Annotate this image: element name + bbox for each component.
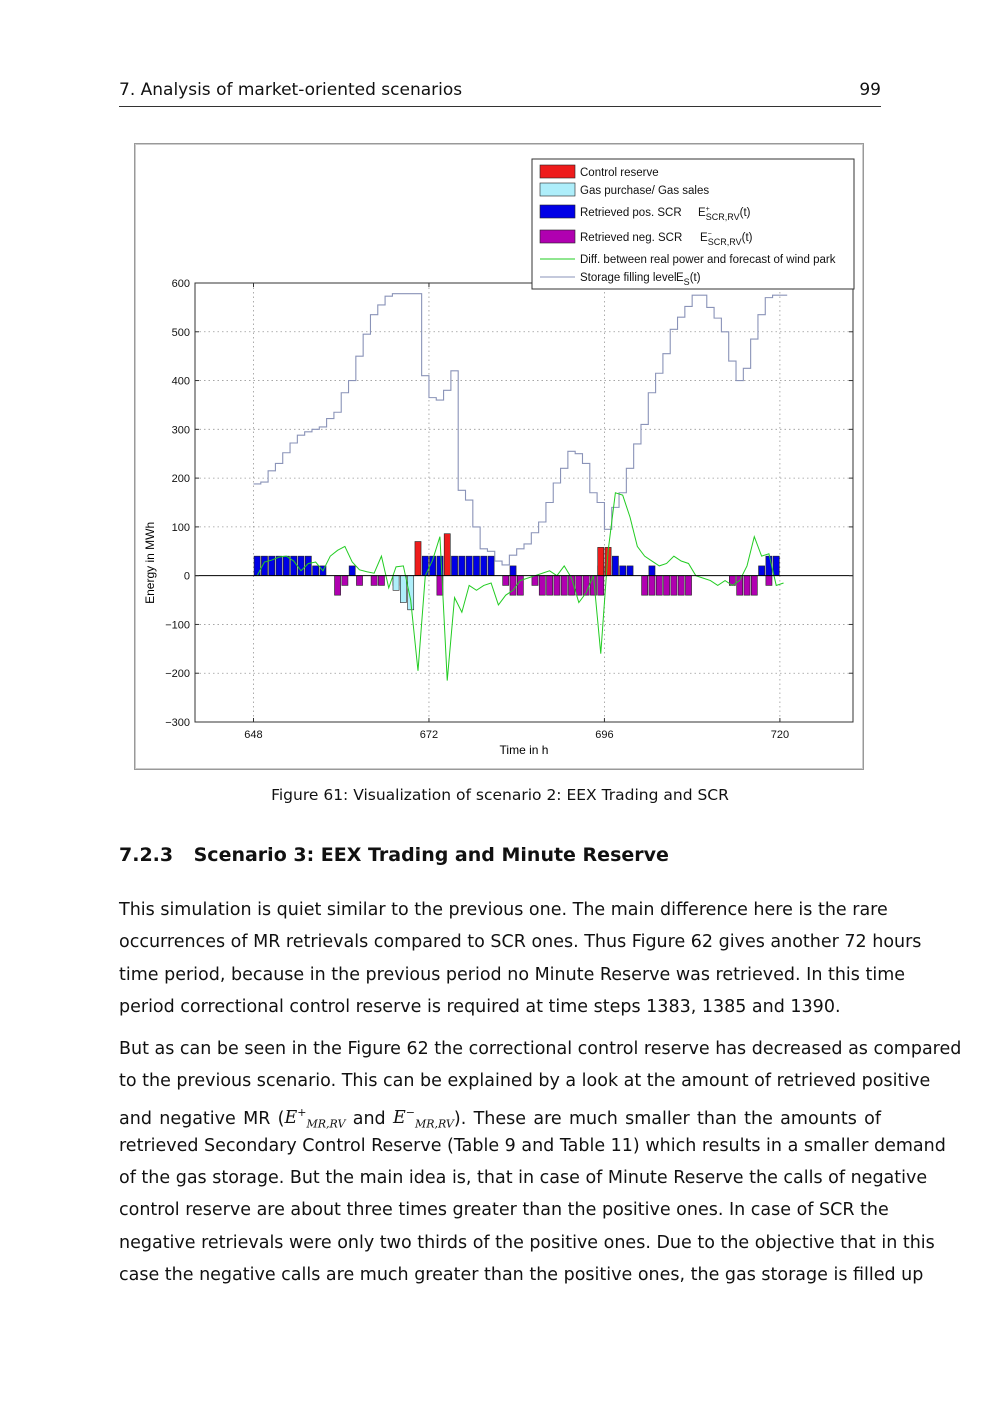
paragraph-line-math bbox=[119, 1098, 881, 1130]
legend-swatch bbox=[540, 230, 575, 243]
bar-retrieved-pos-scr bbox=[766, 556, 772, 576]
paragraph-line: This simulation is quiet similar to the previous one. The main difference here is the rare bbox=[119, 900, 888, 920]
y-axis-label: Energy in MWh bbox=[143, 521, 157, 604]
bar-control-reserve bbox=[415, 542, 421, 576]
bar-retrieved-pos-scr bbox=[481, 556, 487, 576]
legend-label: Storage filling level bbox=[580, 272, 677, 284]
legend-math: E+ SCR,RV(t) bbox=[698, 206, 751, 222]
y-tick-label: 200 bbox=[171, 473, 190, 486]
bar-retrieved-pos-scr bbox=[298, 556, 304, 576]
legend-label: Gas purchase/ Gas sales bbox=[580, 185, 710, 197]
y-tick-label: −100 bbox=[165, 619, 190, 632]
bar-retrieved-neg-scr bbox=[532, 576, 538, 586]
y-tick-label: 400 bbox=[171, 375, 190, 388]
bar-retrieved-pos-scr bbox=[649, 566, 655, 576]
y-tick-label: 0 bbox=[183, 570, 190, 583]
bar-retrieved-pos-scr bbox=[612, 556, 618, 576]
legend bbox=[532, 159, 854, 289]
bar-retrieved-pos-scr bbox=[422, 556, 428, 576]
running-header bbox=[119, 80, 881, 107]
bar-retrieved-neg-scr bbox=[539, 576, 545, 596]
page-number: 99 bbox=[859, 80, 881, 100]
section-title: Scenario 3: EEX Trading and Minute Reserve bbox=[193, 844, 669, 866]
math-sub: MR,RV bbox=[414, 1117, 454, 1131]
x-tick-label: 648 bbox=[244, 729, 263, 741]
bar-retrieved-neg-scr bbox=[517, 576, 523, 596]
legend-math: E− SCR,RV(t) bbox=[700, 231, 753, 247]
bar-retrieved-neg-scr bbox=[766, 576, 772, 586]
bar-control-reserve bbox=[598, 547, 604, 575]
x-tick-label: 672 bbox=[419, 729, 439, 741]
section-number: 7.2.3 bbox=[119, 844, 174, 866]
bar-retrieved-neg-scr bbox=[335, 576, 341, 596]
text-run: and negative MR ( bbox=[119, 1108, 285, 1129]
section-heading bbox=[119, 844, 669, 866]
legend-swatch bbox=[540, 183, 575, 196]
chapter-title: 7. Analysis of market-oriented scenarios bbox=[119, 80, 463, 100]
y-tick-label: 100 bbox=[171, 521, 190, 534]
text-run: and bbox=[345, 1108, 393, 1129]
y-tick-label: −300 bbox=[165, 717, 190, 729]
paragraph-line: of the gas storage. But the main idea is, that in case of Minute Reserve the calls of negative bbox=[119, 1168, 928, 1189]
bar-retrieved-neg-scr bbox=[598, 576, 604, 596]
figure-caption: Figure 61: Visualization of scenario 2: EEX Trading and SCR bbox=[271, 786, 729, 804]
legend-label: Retrieved pos. SCR bbox=[580, 207, 682, 219]
legend-label: Control reserve bbox=[580, 167, 659, 179]
bar-retrieved-pos-scr bbox=[473, 556, 479, 576]
bar-retrieved-neg-scr bbox=[356, 576, 362, 586]
bar-retrieved-pos-scr bbox=[276, 556, 282, 576]
x-tick-label: 720 bbox=[770, 729, 790, 741]
figure-frame bbox=[134, 143, 864, 770]
paragraph-line: time period, because in the previous period no Minute Reserve was retrieved. In this time bbox=[119, 964, 906, 985]
legend-swatch bbox=[540, 165, 575, 178]
bar-retrieved-pos-scr bbox=[627, 566, 633, 576]
bar-retrieved-neg-scr bbox=[371, 576, 377, 586]
bar-retrieved-neg-scr bbox=[378, 576, 384, 586]
math-sup: + bbox=[297, 1106, 307, 1120]
paragraph-line: period correctional control reserve is required at time steps 1383, 1385 and 1390. bbox=[119, 996, 841, 1017]
math-sup: − bbox=[405, 1106, 415, 1120]
paragraph-line: retrieved Secondary Control Reserve (Table 9 and Table 11) which results in a smaller demand bbox=[119, 1135, 946, 1156]
bar-retrieved-pos-scr bbox=[313, 566, 319, 576]
bar-retrieved-neg-scr bbox=[649, 576, 655, 596]
bar-retrieved-neg-scr bbox=[737, 576, 743, 596]
bar-retrieved-neg-scr bbox=[576, 576, 582, 596]
plot-area bbox=[195, 283, 853, 722]
math-symbol: E bbox=[392, 1108, 406, 1129]
bar-retrieved-neg-scr bbox=[554, 576, 560, 596]
bar-control-reserve bbox=[444, 534, 450, 576]
legend-label: Retrieved neg. SCR bbox=[580, 232, 683, 244]
text-run: ). These are much smaller than the amounts of bbox=[453, 1108, 881, 1129]
bar-retrieved-pos-scr bbox=[466, 556, 472, 576]
bar-retrieved-neg-scr bbox=[685, 576, 691, 596]
bar-retrieved-neg-scr bbox=[664, 576, 670, 596]
bar-retrieved-pos-scr bbox=[488, 556, 494, 576]
bar-retrieved-neg-scr bbox=[751, 576, 757, 596]
bar-gas-purchase-gas-sales bbox=[400, 576, 406, 603]
x-axis-label: Time in h bbox=[499, 743, 549, 757]
bar-retrieved-neg-scr bbox=[656, 576, 662, 596]
bar-retrieved-neg-scr bbox=[342, 576, 348, 586]
y-tick-label: 600 bbox=[171, 278, 190, 290]
legend-label: Diff. between real power and forecast of wind park bbox=[580, 254, 836, 266]
y-tick-label: −200 bbox=[165, 668, 190, 681]
y-tick-label: 300 bbox=[171, 424, 190, 437]
bar-retrieved-neg-scr bbox=[678, 576, 684, 596]
paragraph-line: But as can be seen in the Figure 62 the correctional control reserve has decreased as compared bbox=[119, 1039, 962, 1059]
paragraph-line: negative retrievals were only two thirds of the positive ones. Due to the objective that in this bbox=[119, 1232, 935, 1253]
bar-retrieved-neg-scr bbox=[561, 576, 567, 596]
paragraph-line: occurrences of MR retrievals compared to SCR ones. Thus Figure 62 gives another 72 hours bbox=[119, 932, 922, 953]
bar-retrieved-pos-scr bbox=[451, 556, 457, 576]
bar-retrieved-neg-scr bbox=[744, 576, 750, 596]
bar-retrieved-pos-scr bbox=[349, 566, 355, 576]
paragraph-1 bbox=[119, 894, 922, 1023]
math-sub: MR,RV bbox=[306, 1117, 346, 1131]
math-e-mr-neg bbox=[392, 1106, 454, 1131]
y-tick-label: 500 bbox=[171, 326, 190, 339]
paragraph-line: control reserve are about three times greater than the positive ones. In case of SCR the bbox=[119, 1200, 889, 1221]
math-e-mr-pos bbox=[284, 1106, 346, 1131]
bar-retrieved-neg-scr bbox=[671, 576, 677, 596]
chart bbox=[135, 144, 865, 771]
legend-math: $E_S(t)$ bbox=[676, 272, 701, 287]
paragraph-2 bbox=[119, 1033, 962, 1291]
bar-retrieved-pos-scr bbox=[510, 566, 516, 576]
legend-swatch bbox=[540, 205, 575, 218]
bar-retrieved-neg-scr bbox=[642, 576, 648, 596]
bar-retrieved-neg-scr bbox=[547, 576, 553, 596]
paragraph-line: case the negative calls are much greater than the positive ones, the gas storage is filled up bbox=[119, 1265, 924, 1286]
bar-retrieved-pos-scr bbox=[254, 556, 260, 576]
bar-retrieved-pos-scr bbox=[459, 556, 465, 576]
bar-retrieved-pos-scr bbox=[620, 566, 626, 576]
bar-retrieved-pos-scr bbox=[759, 566, 765, 576]
paragraph-line: to the previous scenario. This can be explained by a look at the amount of retrieved positive bbox=[119, 1071, 931, 1092]
bar-retrieved-pos-scr bbox=[283, 556, 289, 576]
bar-retrieved-neg-scr bbox=[503, 576, 509, 586]
math-symbol: E bbox=[284, 1108, 298, 1129]
x-tick-label: 696 bbox=[595, 729, 614, 741]
bar-gas-purchase-gas-sales bbox=[393, 576, 399, 591]
bar-retrieved-pos-scr bbox=[773, 556, 779, 576]
